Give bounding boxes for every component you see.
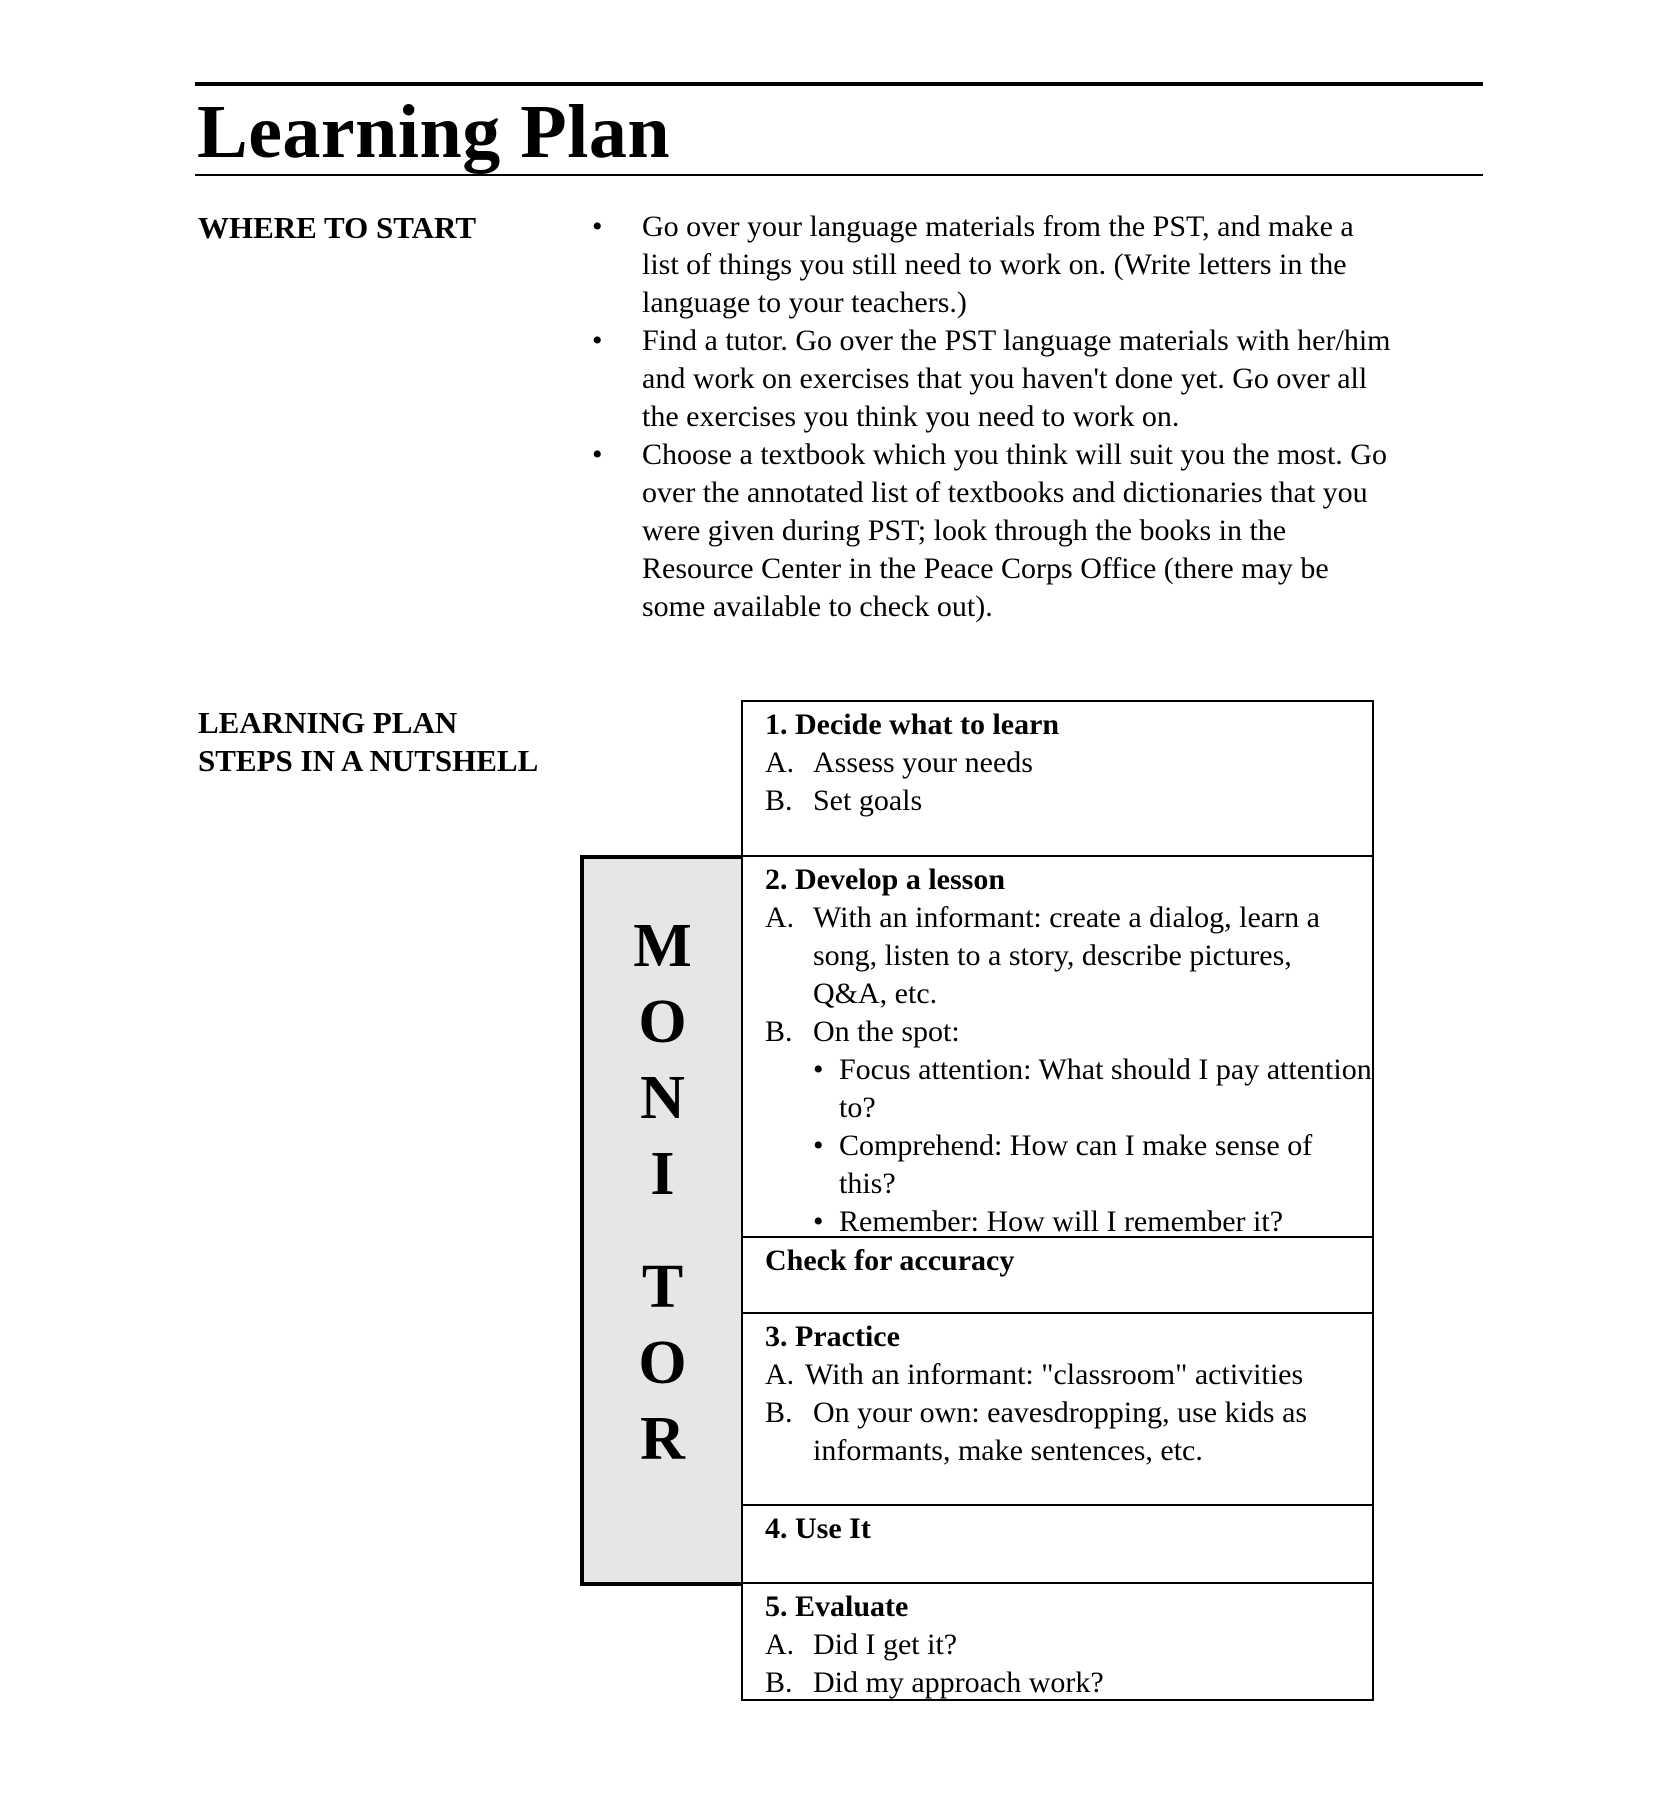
sub-item: • Focus attention: What should I pay attention to? <box>813 1053 1372 1124</box>
step-decide-box <box>741 700 1374 855</box>
where-to-start-list <box>592 208 1392 626</box>
step-practice-box <box>741 1312 1374 1504</box>
step-item: A. With an informant: create a dialog, learn a song, listen to a story, describe pictures, Q&A, etc. <box>765 901 1320 1010</box>
step-item: B. On your own: eavesdropping, use kids as informants, make sentences, etc. <box>765 1396 1308 1467</box>
bullet-icon: • <box>813 1205 824 1238</box>
page-title: Learning Plan <box>197 90 671 174</box>
monitor-letter: I <box>650 1140 675 1208</box>
step-item: A. With an informant: "classroom" activities <box>765 1358 1304 1391</box>
monitor-letter: O <box>638 988 687 1056</box>
learning-plan-label: LEARNING PLAN STEPS IN A NUTSHELL <box>198 705 539 778</box>
sub-item: • Remember: How will I remember it? <box>765 1203 1372 1241</box>
step-item: A. Did I get it? <box>765 1628 958 1661</box>
sub-item: • Comprehend: How can I make sense of this? <box>813 1129 1313 1200</box>
monitor-letter: O <box>638 1329 687 1397</box>
bullet-icon: • <box>813 1129 824 1162</box>
step-item: A. Assess your needs <box>765 746 1033 779</box>
bullet-icon: • <box>813 1053 824 1086</box>
step-heading: 2. Develop a lesson <box>765 863 1005 896</box>
step-heading: 1. Decide what to learn <box>765 708 1060 741</box>
monitor-letter: M <box>633 912 692 980</box>
where-to-start-label: WHERE TO START <box>198 210 477 245</box>
step-heading: 3. Practice <box>765 1320 900 1353</box>
step-develop-box <box>741 855 1374 1236</box>
monitor-letter: N <box>640 1064 685 1132</box>
step-evaluate-box <box>741 1582 1374 1701</box>
monitor-letter: R <box>640 1405 685 1473</box>
step-heading: 4. Use It <box>765 1512 871 1545</box>
monitor-sidebar <box>580 855 741 1586</box>
step-use-box <box>741 1504 1374 1582</box>
step-item: B. Set goals <box>765 784 923 817</box>
list-item: • Choose a textbook which you think will suit you the most. Go over the annotated list of textbooks and dictionaries that you were given during PST; look through the books in the Resource Center in the Peace Corps Office (there may be some available to check out). <box>592 438 1387 623</box>
step-heading: Check for accuracy <box>765 1244 1015 1277</box>
monitor-letter: T <box>641 1253 684 1321</box>
list-item: • Find a tutor. Go over the PST language materials with her/him and work on exercises that you haven't done yet. Go over all the exercises you think you need to work on. <box>592 324 1391 433</box>
list-item: • Go over your language materials from the PST, and make a list of things you still need to work on. (Write letters in the language to your teachers.) <box>592 210 1354 319</box>
step-item: B. On the spot: <box>765 1015 960 1048</box>
bullet-icon: • <box>592 210 603 243</box>
step-check-box <box>741 1236 1374 1312</box>
step-item: B. Did my approach work? <box>765 1666 1104 1699</box>
bullet-icon: • <box>592 324 603 357</box>
bullet-icon: • <box>592 438 603 471</box>
title-rule-top <box>195 82 1483 86</box>
step-heading: 5. Evaluate <box>765 1590 909 1623</box>
title-rule-bottom <box>195 174 1483 176</box>
